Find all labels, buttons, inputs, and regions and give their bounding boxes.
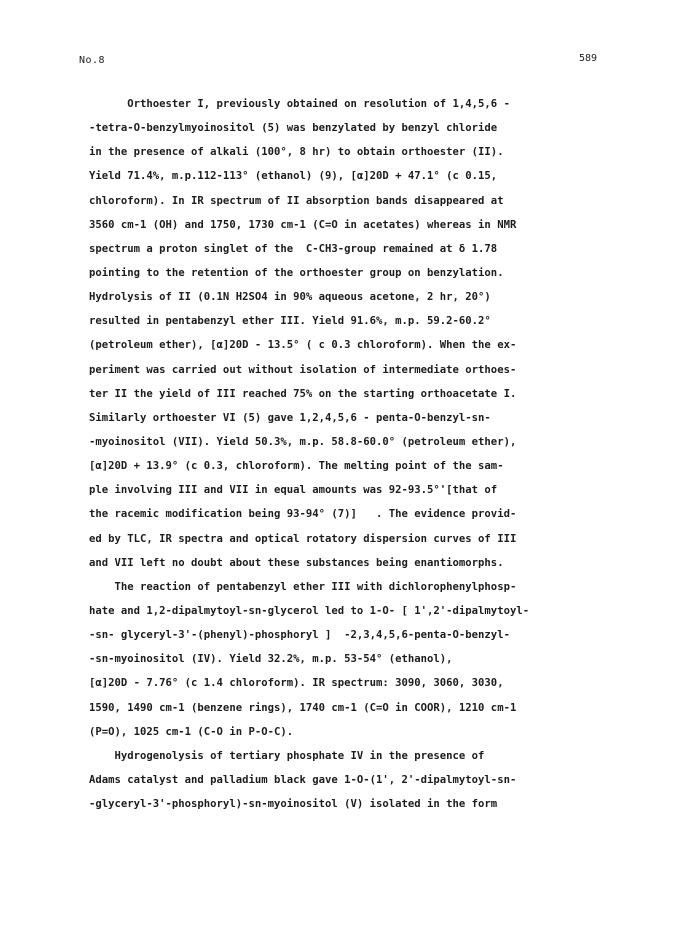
text-line: -glyceryl-3'-phosphoryl)-sn-myoinositol (V) isolated in the form [89,798,498,811]
text-line: chloroform). In IR spectrum of II absorption bands disappeared at [89,194,504,207]
text-line: [α]20D - 7.76° (c 1.4 chloroform). IR spectrum: 3090, 3060, 3030, [89,677,504,690]
text-line: in the presence of alkali (100°, 8 hr) to obtain orthoester (II). [89,146,504,159]
text-line: periment was carried out without isolation of intermediate orthoes- [89,363,517,376]
text-line: Adams catalyst and palladium black gave 1-O-(1', 2'-dipalmytoyl-sn- [89,773,517,786]
text-line: -tetra-O-benzylmyoinositol (5) was benzylated by benzyl chloride [89,122,498,135]
text-line: ple involving III and VII in equal amounts was 92-93.5°'[that of [89,484,498,497]
text-line: pointing to the retention of the orthoester group on benzylation. [89,266,504,279]
text-line: Hydrogenolysis of tertiary phosphate IV in the presence of [89,749,485,762]
text-line: Hydrolysis of II (0.1N H2SO4 in 90% aqueous acetone, 2 hr, 20°) [89,291,491,304]
text-line: -myoinositol (VII). Yield 50.3%, m.p. 58.8-60.0° (petroleum ether), [89,435,517,448]
body-text [89,92,609,816]
text-line: (petroleum ether), [α]20D - 13.5° ( c 0.3 chloroform). When the ex- [89,339,517,352]
text-line: Similarly orthoester VI (5) gave 1,2,4,5,6 - penta-O-benzyl-sn- [89,411,491,424]
text-line: ed by TLC, IR spectra and optical rotatory dispersion curves of III [89,532,517,545]
text-line: ter II the yield of III reached 75% on the starting orthoacetate I. [89,387,517,400]
text-line: Yield 71.4%, m.p.112-113° (ethanol) (9), [α]20D + 47.1° (c 0.15, [89,170,498,183]
page-number: 589 [579,53,598,64]
text-line: 1590, 1490 cm-1 (benzene rings), 1740 cm-1 (C=O in COOR), 1210 cm-1 [89,701,517,714]
text-line: The reaction of pentabenzyl ether III with dichlorophenylphosp- [89,580,517,593]
journal-issue: No.8 [79,55,106,66]
text-line: 3560 cm-1 (OH) and 1750, 1730 cm-1 (C=O in acetates) whereas in NMR [89,218,517,231]
text-line: spectrum a proton singlet of the C-CH3-group remained at δ 1.78 [89,242,498,255]
text-line: Orthoester I, previously obtained on resolution of 1,4,5,6 - [89,98,510,110]
text-line: hate and 1,2-dipalmytoyl-sn-glycerol led to 1-O- [ 1',2'-dipalmytoyl- [89,604,530,617]
text-line: -sn-myoinositol (IV). Yield 32.2%, m.p. 53-54° (ethanol), [89,653,453,666]
text-line: [α]20D + 13.9° (c 0.3, chloroform). The melting point of the sam- [89,460,504,473]
text-line: (P=O), 1025 cm-1 (C-O in P-O-C). [89,725,294,738]
text-line: the racemic modification being 93-94° (7)] . The evidence provid- [89,508,517,521]
text-line: -sn- glyceryl-3'-(phenyl)-phosphoryl ] -2,3,4,5,6-penta-O-benzyl- [89,629,510,642]
text-line: and VII left no doubt about these substances being enantiomorphs. [89,556,504,569]
text-line: resulted in pentabenzyl ether III. Yield 91.6%, m.p. 59.2-60.2° [89,315,491,328]
